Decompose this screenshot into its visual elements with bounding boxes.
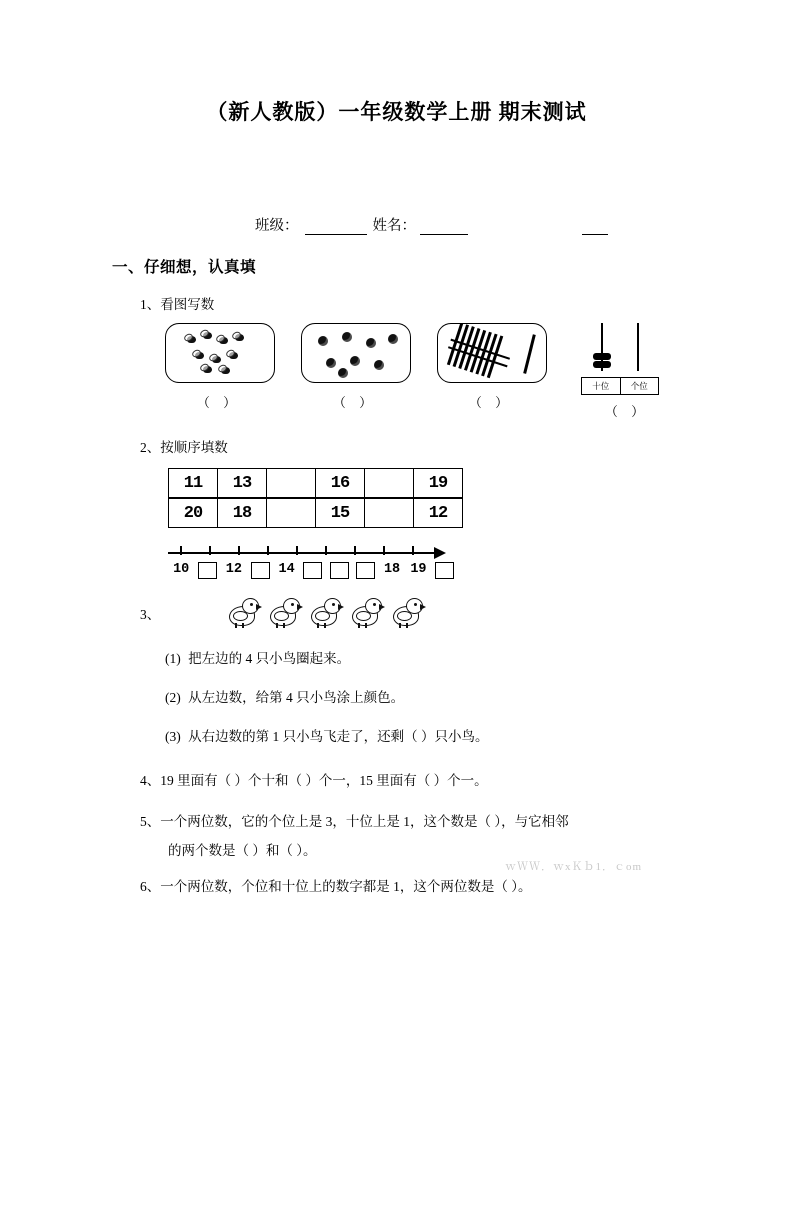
item-text: 从右边数的第 1 只小鸟飞走了，还剩（ ）只小鸟。 (188, 729, 489, 744)
question-5-line-2: 的两个数是（ ）和（ ）。 (168, 843, 317, 858)
nl-value: 19 (410, 562, 427, 577)
pic-cell-abacus (573, 323, 681, 420)
bird-icon (390, 598, 426, 628)
seq-cell[interactable]: 13 (218, 469, 267, 498)
bee-icon (200, 364, 215, 375)
bee-icon (200, 330, 215, 341)
nl-value: 14 (278, 562, 295, 577)
pic-cell-balls (301, 323, 409, 411)
pic-cell-sticks (437, 323, 545, 411)
name-label: 姓名： (372, 218, 416, 234)
question-5-line-1: 5、一个两位数，它的个位上是 3，十位上是 1，这个数是（ ），与它相邻 (140, 814, 569, 829)
bees-box (165, 323, 275, 383)
question-2-tables (0, 468, 793, 528)
birds-group (226, 598, 426, 628)
ball-icon (326, 358, 336, 368)
ball-icon (374, 360, 384, 370)
bird-icon (267, 598, 303, 628)
seq-cell[interactable] (267, 499, 316, 528)
bird-icon (349, 598, 385, 628)
abacus-place-table (581, 377, 659, 395)
item-text: 把左边的 4 只小鸟圈起来。 (188, 651, 351, 666)
question-6: 6、一个两位数，个位和十位上的数字都是 1，这个两位数是（ ）。 (140, 879, 532, 894)
seq-cell[interactable]: 11 (169, 469, 218, 498)
question-1-pictures (0, 323, 793, 420)
extra-blank[interactable] (582, 221, 608, 235)
balls-box (301, 323, 411, 383)
ball-icon (388, 334, 398, 344)
seq-cell[interactable]: 12 (414, 499, 463, 528)
item-index: (1) (165, 651, 181, 666)
answer-blank-4[interactable]: （ ） (604, 404, 650, 419)
nl-blank[interactable] (326, 562, 352, 584)
answer-blank-3[interactable]: （ ） (468, 395, 514, 410)
ball-icon (338, 368, 348, 378)
class-blank[interactable] (305, 221, 367, 235)
answer-blank-2[interactable]: （ ） (332, 395, 378, 410)
question-3-item-1 (0, 647, 793, 667)
question-2-label: 2、按顺序填数 (140, 440, 228, 455)
question-3-item-3 (0, 725, 793, 745)
question-1-label: 1、看图写数 (140, 297, 215, 312)
class-label: 班级： (255, 218, 299, 234)
nl-value: 10 (173, 562, 190, 577)
seq-cell[interactable] (365, 499, 414, 528)
bee-icon (232, 332, 247, 343)
seq-cell[interactable] (365, 469, 414, 498)
bee-icon (226, 350, 241, 361)
loose-stick-icon (523, 334, 535, 373)
item-index: (2) (165, 690, 181, 705)
bee-icon (216, 335, 231, 346)
seq-cell[interactable]: 15 (316, 499, 365, 528)
number-sequence-row-2 (168, 498, 463, 528)
bird-icon (308, 598, 344, 628)
number-line-labels (168, 562, 458, 584)
number-sequence-row-1 (168, 468, 463, 498)
nl-value: 18 (383, 562, 401, 577)
bee-icon (218, 365, 233, 376)
name-blank[interactable] (420, 221, 468, 235)
question-3-label: 3、 (140, 607, 161, 622)
ball-icon (318, 336, 328, 346)
arrow-icon (434, 547, 446, 559)
item-index: (3) (165, 729, 181, 744)
answer-blank-1[interactable]: （ ） (196, 395, 242, 410)
question-4: 4、19 里面有（ ）个十和（ ）个一，15 里面有（ ）个一。 (140, 773, 488, 788)
nl-blank[interactable] (300, 562, 326, 584)
question-3-row (0, 598, 793, 628)
ball-icon (342, 332, 352, 342)
ball-icon (350, 356, 360, 366)
number-line (0, 546, 793, 584)
pic-cell-bees (165, 323, 273, 411)
bee-icon (184, 334, 199, 345)
watermark-text: ｗＷＷ．ｗxＫｂ1．ｃom (505, 861, 643, 873)
worksheet-page (0, 96, 793, 1218)
nl-value: 12 (225, 562, 242, 577)
nl-blank[interactable] (247, 562, 273, 584)
section-heading-1: 一、仔细想，认真填 (112, 259, 257, 276)
seq-cell[interactable]: 16 (316, 469, 365, 498)
seq-cell[interactable]: 19 (414, 469, 463, 498)
nl-blank[interactable] (353, 562, 379, 584)
bird-icon (226, 598, 262, 628)
page-title: （新人教版）一年级数学上册 期末测试 (206, 100, 587, 124)
item-text: 从左边数，给第 4 只小鸟涂上颜色。 (188, 690, 405, 705)
seq-cell[interactable]: 20 (169, 499, 218, 528)
seq-cell[interactable] (267, 469, 316, 498)
sticks-box (437, 323, 547, 383)
question-3-item-2 (0, 686, 793, 706)
tens-label: 十位 (582, 378, 621, 395)
number-line-axis (168, 546, 446, 560)
abacus-icon (581, 323, 661, 395)
nl-blank[interactable] (432, 562, 458, 584)
seq-cell[interactable]: 18 (218, 499, 267, 528)
student-info-line (0, 214, 793, 235)
nl-blank[interactable] (194, 562, 220, 584)
bee-icon (192, 350, 207, 361)
ones-label: 个位 (620, 378, 659, 395)
ball-icon (366, 338, 376, 348)
